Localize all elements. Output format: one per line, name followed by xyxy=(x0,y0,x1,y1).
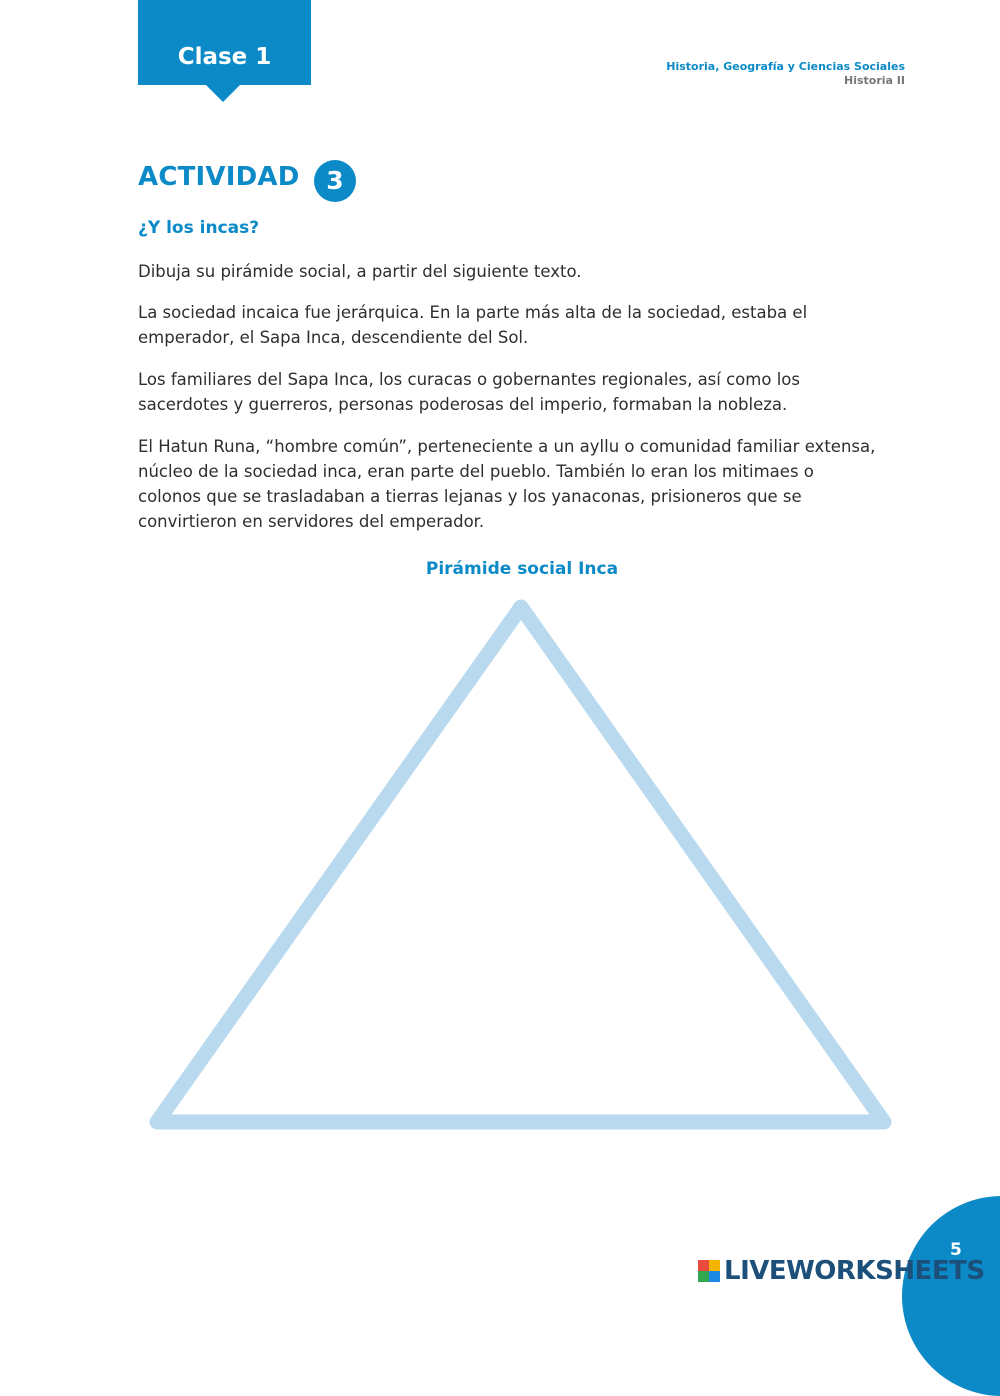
subject-label: Historia, Geografía y Ciencias Sociales xyxy=(666,60,905,73)
body-paragraph: La sociedad incaica fue jerárquica. En la parte más alta de la sociedad, estaba el emperador, el Sapa Inca, descendiente del Sol. xyxy=(138,303,808,347)
watermark-text: LIVEWORKSHEETS xyxy=(724,1256,985,1286)
course-label: Historia II xyxy=(844,74,905,87)
body-paragraph: El Hatun Runa, “hombre común”, perteneciente a un ayllu o comunidad familiar extensa, núcleo de la sociedad inca, eran parte del pueblo. También lo eran los mitimaes o colonos que se trasladaban a tierras lejanas y los yanaconas, prisioneros que se convirtieron en servidores del emperador. xyxy=(138,437,876,531)
class-label: Clase 1 xyxy=(177,44,272,70)
body-paragraph: Los familiares del Sapa Inca, los curacas o gobernantes regionales, así como los sacerdotes y guerreros, personas poderosas del imperio, formaban la nobleza. xyxy=(138,370,800,414)
activity-number-badge: 3 xyxy=(314,160,356,202)
activity-question: ¿Y los incas? xyxy=(138,218,260,238)
page-number: 5 xyxy=(950,1240,962,1260)
liveworksheets-logo xyxy=(698,1256,985,1286)
activity-title: ACTIVIDAD xyxy=(138,162,300,192)
instruction-paragraph: Dibuja su pirámide social, a partir del siguiente texto. xyxy=(138,262,582,281)
pyramid-triangle xyxy=(157,607,884,1122)
pyramid-title: Pirámide social Inca xyxy=(425,559,619,579)
liveworksheets-badge-icon xyxy=(698,1260,720,1282)
